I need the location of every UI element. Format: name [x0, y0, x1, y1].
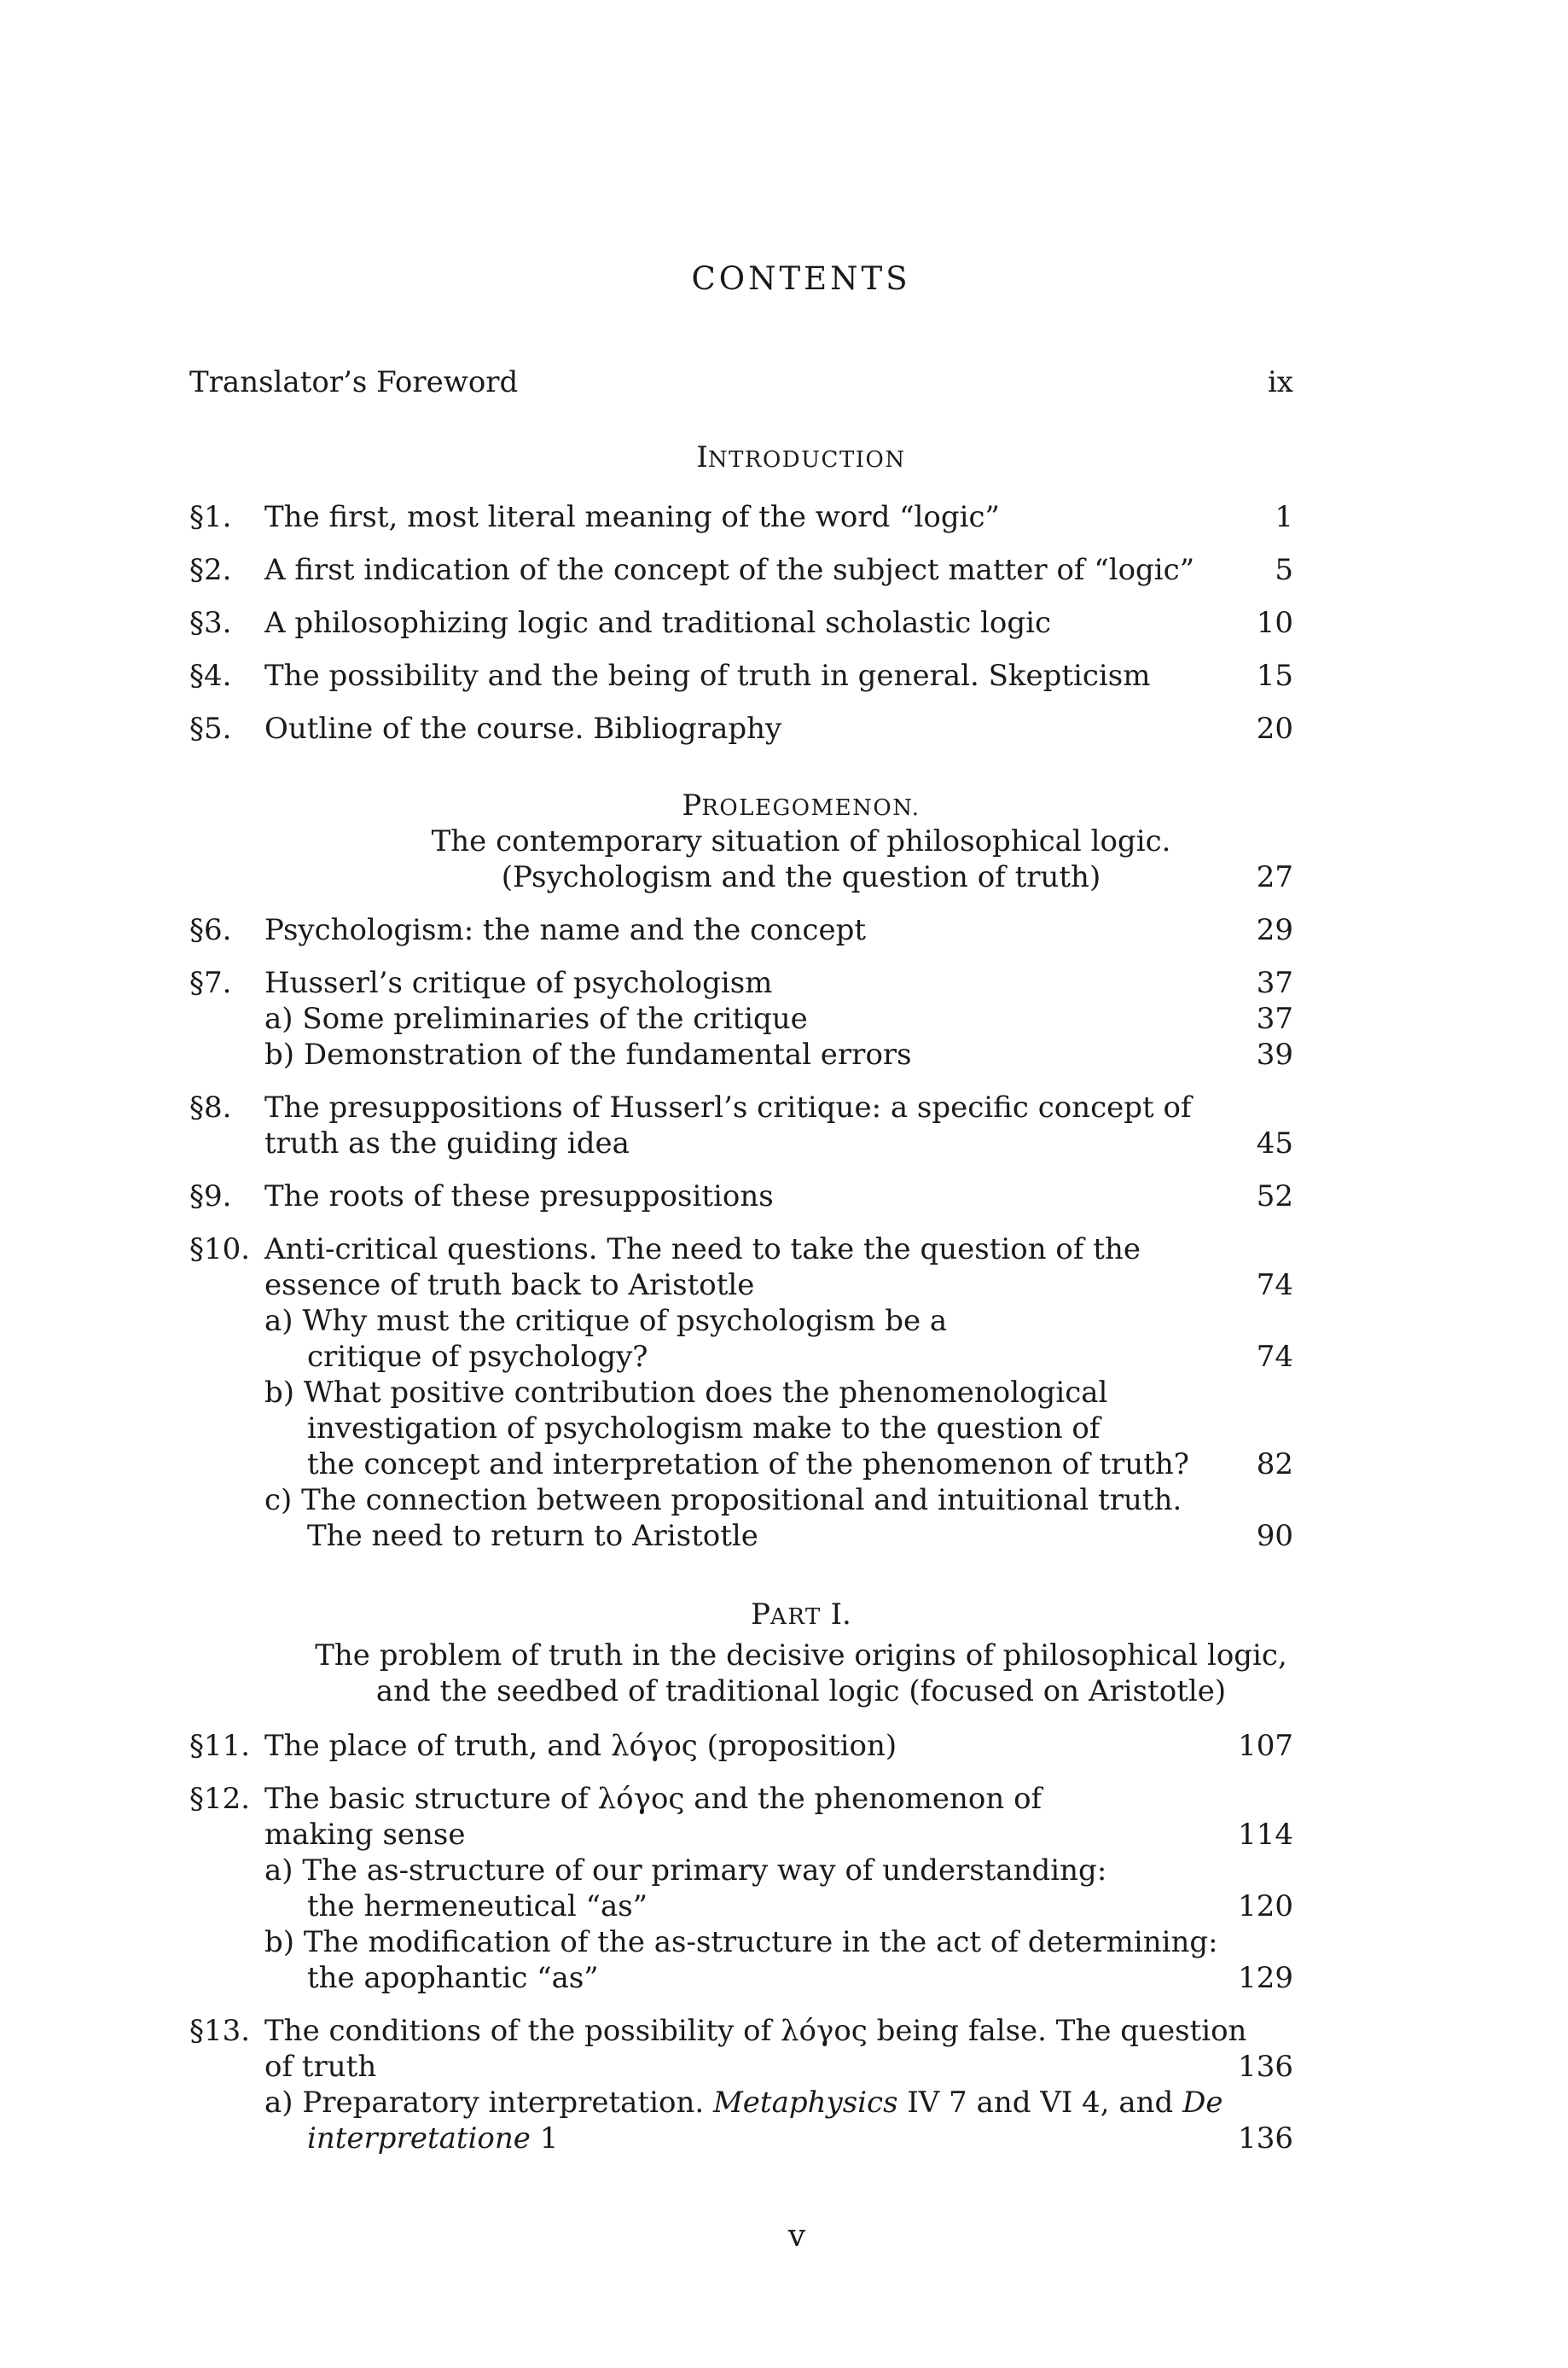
toc-entry-s3[interactable]: §3. A philosophizing logic and traditional scholastic logic 10	[189, 606, 1293, 640]
toc-entry-s10c[interactable]: c) The connection between propositional and intuitional truth.	[264, 1483, 1182, 1517]
toc-entry-s1[interactable]: §1. The first, most literal meaning of the word “logic” 1	[189, 500, 1293, 534]
introduction-heading: INTRODUCTION	[696, 440, 906, 474]
toc-entry-s10[interactable]: §10. Anti-critical questions. The need to take the question of the	[189, 1232, 1141, 1266]
toc-entry-s10c-cont[interactable]: The need to return to Aristotle 90	[307, 1519, 1293, 1553]
toc-entry-s4[interactable]: §4. The possibility and the being of truth in general. Skepticism 15	[189, 659, 1293, 693]
toc-entry-s10b-cont2[interactable]: the concept and interpretation of the phenomenon of truth? 82	[307, 1447, 1293, 1481]
toc-entry-s10-cont[interactable]: essence of truth back to Aristotle 74	[264, 1268, 1293, 1302]
toc-entry-s12a-cont[interactable]: the hermeneutical “as” 120	[307, 1889, 1293, 1923]
toc-entry-s12-cont[interactable]: making sense 114	[264, 1818, 1293, 1852]
foreword-entry[interactable]	[189, 364, 1293, 401]
foreword-label: Translator’s Foreword	[189, 365, 519, 399]
toc-entry-s11[interactable]: §11. The place of truth, and λόγος (proposition) 107	[189, 1729, 1293, 1763]
toc-entry-s8-cont[interactable]: truth as the guiding idea 45	[264, 1126, 1293, 1161]
toc-entry-s13-cont[interactable]: of truth 136	[264, 2050, 1293, 2084]
toc-entry-s13[interactable]: §13. The conditions of the possibility of λόγος being false. The question	[189, 2014, 1247, 2048]
toc-entry-s7b[interactable]: b) Demonstration of the fundamental errors 39	[264, 1038, 1293, 1072]
page-title: CONTENTS	[691, 260, 911, 297]
foreword-page: ix	[1267, 365, 1293, 399]
part1-subtitle-line2: and the seedbed of traditional logic (focused on Aristotle)	[375, 1674, 1227, 1708]
toc-entry-s12[interactable]: §12. The basic structure of λόγος and the phenomenon of	[189, 1782, 1042, 1816]
toc-entry-s10b[interactable]: b) What positive contribution does the phenomenological	[264, 1376, 1108, 1410]
toc-entry-s9[interactable]: §9. The roots of these presuppositions 52	[189, 1179, 1293, 1213]
prolegomenon-heading: PROLEGOMENON.	[682, 788, 920, 823]
toc-entry-s12b[interactable]: b) The modification of the as-structure in the act of determining:	[264, 1925, 1218, 1959]
toc-entry-s13a-cont[interactable]: interpretatione 1 136	[307, 2121, 1293, 2156]
toc-entry-s7a[interactable]: a) Some preliminaries of the critique 37	[264, 1002, 1293, 1036]
toc-entry-s6[interactable]: §6. Psychologism: the name and the concept 29	[189, 913, 1293, 947]
prolegomenon-subtitle-line2: (Psychologism and the question of truth)	[501, 860, 1101, 894]
page-number: v	[787, 2219, 806, 2254]
toc-entry-s8[interactable]: §8. The presuppositions of Husserl’s critique: a specific concept of	[189, 1091, 1192, 1125]
toc-entry-s7[interactable]: §7. Husserl’s critique of psychologism 37	[189, 966, 1293, 1000]
toc-entry-s12b-cont[interactable]: the apophantic “as” 129	[307, 1961, 1293, 1995]
toc-entry-s10a-cont[interactable]: critique of psychology? 74	[307, 1340, 1293, 1374]
toc-entry-s10a[interactable]: a) Why must the critique of psychologism be a	[264, 1304, 948, 1338]
prolegomenon-subtitle-line1: The contemporary situation of philosophical logic.	[431, 824, 1171, 858]
part1-heading: PART I.	[751, 1597, 851, 1632]
part1-subtitle-line1: The problem of truth in the decisive origins of philosophical logic,	[315, 1638, 1287, 1673]
toc-entry-s12a[interactable]: a) The as-structure of our primary way of understanding:	[264, 1853, 1107, 1888]
toc-entry-s13a[interactable]: a) Preparatory interpretation. Metaphysics IV 7 and VI 4, and De	[264, 2086, 1223, 2120]
toc-entry-s2[interactable]: §2. A first indication of the concept of the subject matter of “logic” 5	[189, 553, 1293, 587]
toc-entry-s5[interactable]: §5. Outline of the course. Bibliography 20	[189, 712, 1293, 746]
toc-entry-s10b-cont1[interactable]: investigation of psychologism make to the question of	[307, 1411, 1101, 1446]
prolegomenon-page: 27	[1256, 860, 1293, 894]
